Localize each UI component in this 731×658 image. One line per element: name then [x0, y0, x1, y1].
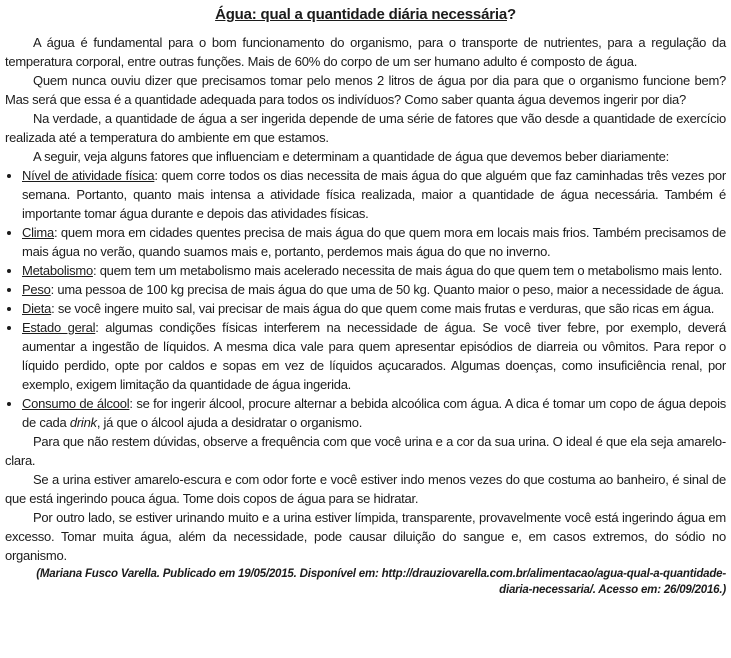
factor-text: quem corre todos os dias necessita de mais água do que alguém que faz caminhadas três vezes por semana. Portanto, quanto mais intensa a atividade física realizada, maior a quantidade de água necessária. Também é importante tomar água durante e depois das atividades físicas. — [22, 168, 726, 221]
factor-text-before-italic: se for ingerir álcool, procure alternar a bebida alcoólica com água. A dica é tomar um copo de água depois de cada — [22, 396, 726, 430]
intro-paragraph-3: Na verdade, a quantidade de água a ser ingerida depende de uma série de fatores que vão desde a quantidade de exercício realizada até a temperatura do ambiente em que estamos. — [5, 111, 726, 145]
factor-text: se você ingere muito sal, vai precisar de mais água do que quem come mais frutas e verduras, que são ricas em água. — [57, 301, 715, 316]
factor-separator: : — [95, 320, 106, 335]
list-item-alcohol — [22, 394, 726, 432]
list-item-weight — [22, 280, 726, 299]
factor-term: Dieta — [22, 301, 52, 316]
factor-term: Clima — [22, 225, 54, 240]
factor-term: Metabolismo — [22, 263, 93, 278]
factor-term: Peso — [22, 282, 51, 297]
factor-text-after-italic: , já que o álcool ajuda a desidratar o organismo. — [96, 415, 363, 430]
source-citation: (Mariana Fusco Varella. Publicado em 19/05/2015. Disponível em: http://drauziovarella.com.br/alimentacao/agua-qual-a-quantidade-diaria-necessaria/. Acesso em: 26/09/2016.) — [36, 568, 726, 596]
factor-separator: : — [50, 282, 58, 297]
factor-term: Estado geral — [22, 320, 96, 335]
intro-paragraph-1: A água é fundamental para o bom funcionamento do organismo, para o transporte de nutrientes, para a regulação da temperatura corporal, entre outras funções. Mais de 60% do corpo de um ser humano adulto é composto de água. — [5, 35, 726, 69]
factor-term: Consumo de álcool — [22, 396, 130, 411]
factor-italic-word: drink — [69, 415, 97, 430]
factor-separator: : — [154, 168, 162, 183]
list-item-general-state — [22, 318, 726, 394]
factor-term: Nível de atividade física — [22, 168, 155, 183]
factor-text: uma pessoa de 100 kg precisa de mais água do que uma de 50 kg. Quanto maior o peso, maior a necessidade de água. — [57, 282, 724, 297]
page-title — [5, 5, 726, 25]
factors-list — [5, 166, 726, 432]
intro-paragraph-4: A seguir, veja alguns fatores que influenciam e determinam a quantidade de água que devemos beber diariamente: — [33, 149, 669, 164]
closing-paragraph-2: Se a urina estiver amarelo-escura e com odor forte e você estiver indo menos vezes do que costuma ao banheiro, é sinal de que está ingerindo pouca água. Tome dois copos de água para se hidratar. — [5, 472, 726, 506]
list-item-metabolism — [22, 261, 726, 280]
factor-separator: : — [129, 396, 137, 411]
factor-text: quem mora em cidades quentes precisa de mais água do que quem mora em locais mais frios. Também precisamos de mais água no verão, quando suamos mais e, portanto, perdemos mais água do que no inverno. — [22, 225, 726, 259]
intro-paragraph-2: Quem nunca ouviu dizer que precisamos tomar pelo menos 2 litros de água por dia para que o organismo funcione bem? Mas será que essa é a quantidade adequada para todos os indivíduos? Como saber quanta água devemos ingerir por dia? — [5, 73, 726, 107]
factor-text: algumas condições físicas interferem na necessidade de água. Se você tiver febre, por exemplo, deverá aumentar a ingestão de líquidos. A mesma dica vale para quem apresentar episódios de diarreia ou vômitos. Para repor o líquido perdido, opte por caldos e sopas em vez de líquidos açucarados. Algumas doenças, como insuficiência renal, por exemplo, exigem limitação da quantidade de água ingerida. — [22, 320, 726, 392]
closing-paragraph-1: Para que não restem dúvidas, observe a frequência com que você urina e a cor da sua urina. O ideal é que ela seja amarelo-clara. — [5, 434, 726, 468]
factor-separator: : — [92, 263, 100, 278]
factor-text: quem tem um metabolismo mais acelerado necessita de mais água do que quem tem o metabolismo mais lento. — [99, 263, 723, 278]
list-item-climate — [22, 223, 726, 261]
page-title-text: Água: qual a quantidade diária necessária — [215, 6, 507, 23]
page-title-question-mark: ? — [506, 6, 516, 23]
closing-paragraph-3: Por outro lado, se estiver urinando muito e a urina estiver límpida, transparente, provavelmente você está ingerindo água em excesso. Tomar muita água, além da necessidade, pode causar diluição do sangue e, em casos extremos, do sódio no organismo. — [5, 510, 726, 563]
factor-separator: : — [51, 301, 58, 316]
factor-separator: : — [53, 225, 61, 240]
list-item-activity-level — [22, 166, 726, 223]
list-item-diet — [22, 299, 726, 318]
